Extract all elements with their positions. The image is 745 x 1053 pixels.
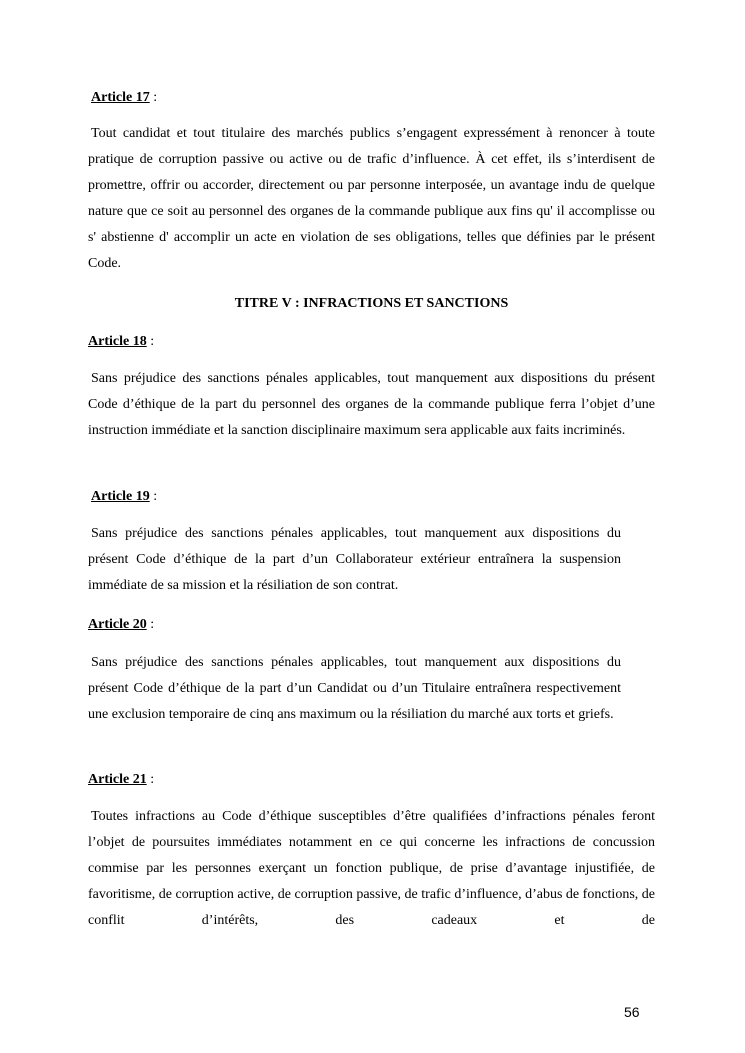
- article-18-separator: :: [146, 334, 155, 349]
- article-17-text: Tout candidat et tout titulaire des marchés publics s’engagent expressément à renoncer à toute pratique de corruption passive ou active ou de trafic d’influence. À cet effet, ils s’interdisent de promettre, offrir ou accorder, directement ou par personne interposée, un avantage indu de quelque nature que ce soit au personnel des organes de la commande publique aux fins qu' il accomplisse ou s' abstienne d' accomplir un acte en violation de ses obligations, telles que définies par le présent Code.: [88, 126, 655, 271]
- article-19-title: Article 19: [91, 489, 150, 504]
- article-20-heading: [88, 616, 154, 634]
- article-21-separator: :: [146, 772, 155, 787]
- article-20-separator: :: [146, 617, 155, 632]
- article-19-separator: :: [149, 489, 158, 504]
- article-19-heading: [91, 488, 157, 506]
- article-21-heading: [88, 771, 154, 789]
- article-17-separator: :: [149, 90, 158, 105]
- article-17-heading: [91, 89, 157, 107]
- article-20-text: Sans préjudice des sanctions pénales applicables, tout manquement aux dispositions du présent Code d’éthique de la part d’un Candidat ou d’un Titulaire entraînera respectivement une exclusion temporaire de cinq ans maximum ou la résiliation du marché aux torts et griefs.: [88, 655, 621, 722]
- section-title: TITRE V : INFRACTIONS ET SANCTIONS: [234, 296, 509, 311]
- article-21-title: Article 21: [88, 772, 147, 787]
- article-18-heading: [88, 333, 154, 351]
- article-19-text: Sans préjudice des sanctions pénales applicables, tout manquement aux dispositions du présent Code d’éthique de la part d’un Collaborateur extérieur entraînera la suspension immédiate de sa mission et la résiliation de son contrat.: [88, 526, 621, 593]
- article-20-title: Article 20: [88, 617, 147, 632]
- article-18-title: Article 18: [88, 334, 147, 349]
- page-number: 56: [624, 1004, 640, 1020]
- article-17-title: Article 17: [91, 90, 150, 105]
- article-18-text: Sans préjudice des sanctions pénales applicables, tout manquement aux dispositions du présent Code d’éthique de la part du personnel des organes de la commande publique ferra l’objet d’une instruction immédiate et la sanction disciplinaire maximum sera applicable aux faits incriminés.: [88, 371, 655, 438]
- article-21-text: Toutes infractions au Code d’éthique susceptibles d’être qualifiées d’infractions pénales feront l’objet de poursuites immédiates notamment en ce qui concerne les infractions de concussion commise par les personnes exerçant un fonction publique, de prise d’avantage injustifiée, de favoritisme, de corruption active, de corruption passive, de trafic d’influence, d’abus de fonctions, de conflit d’intérêts, des cadeaux et de: [88, 809, 655, 928]
